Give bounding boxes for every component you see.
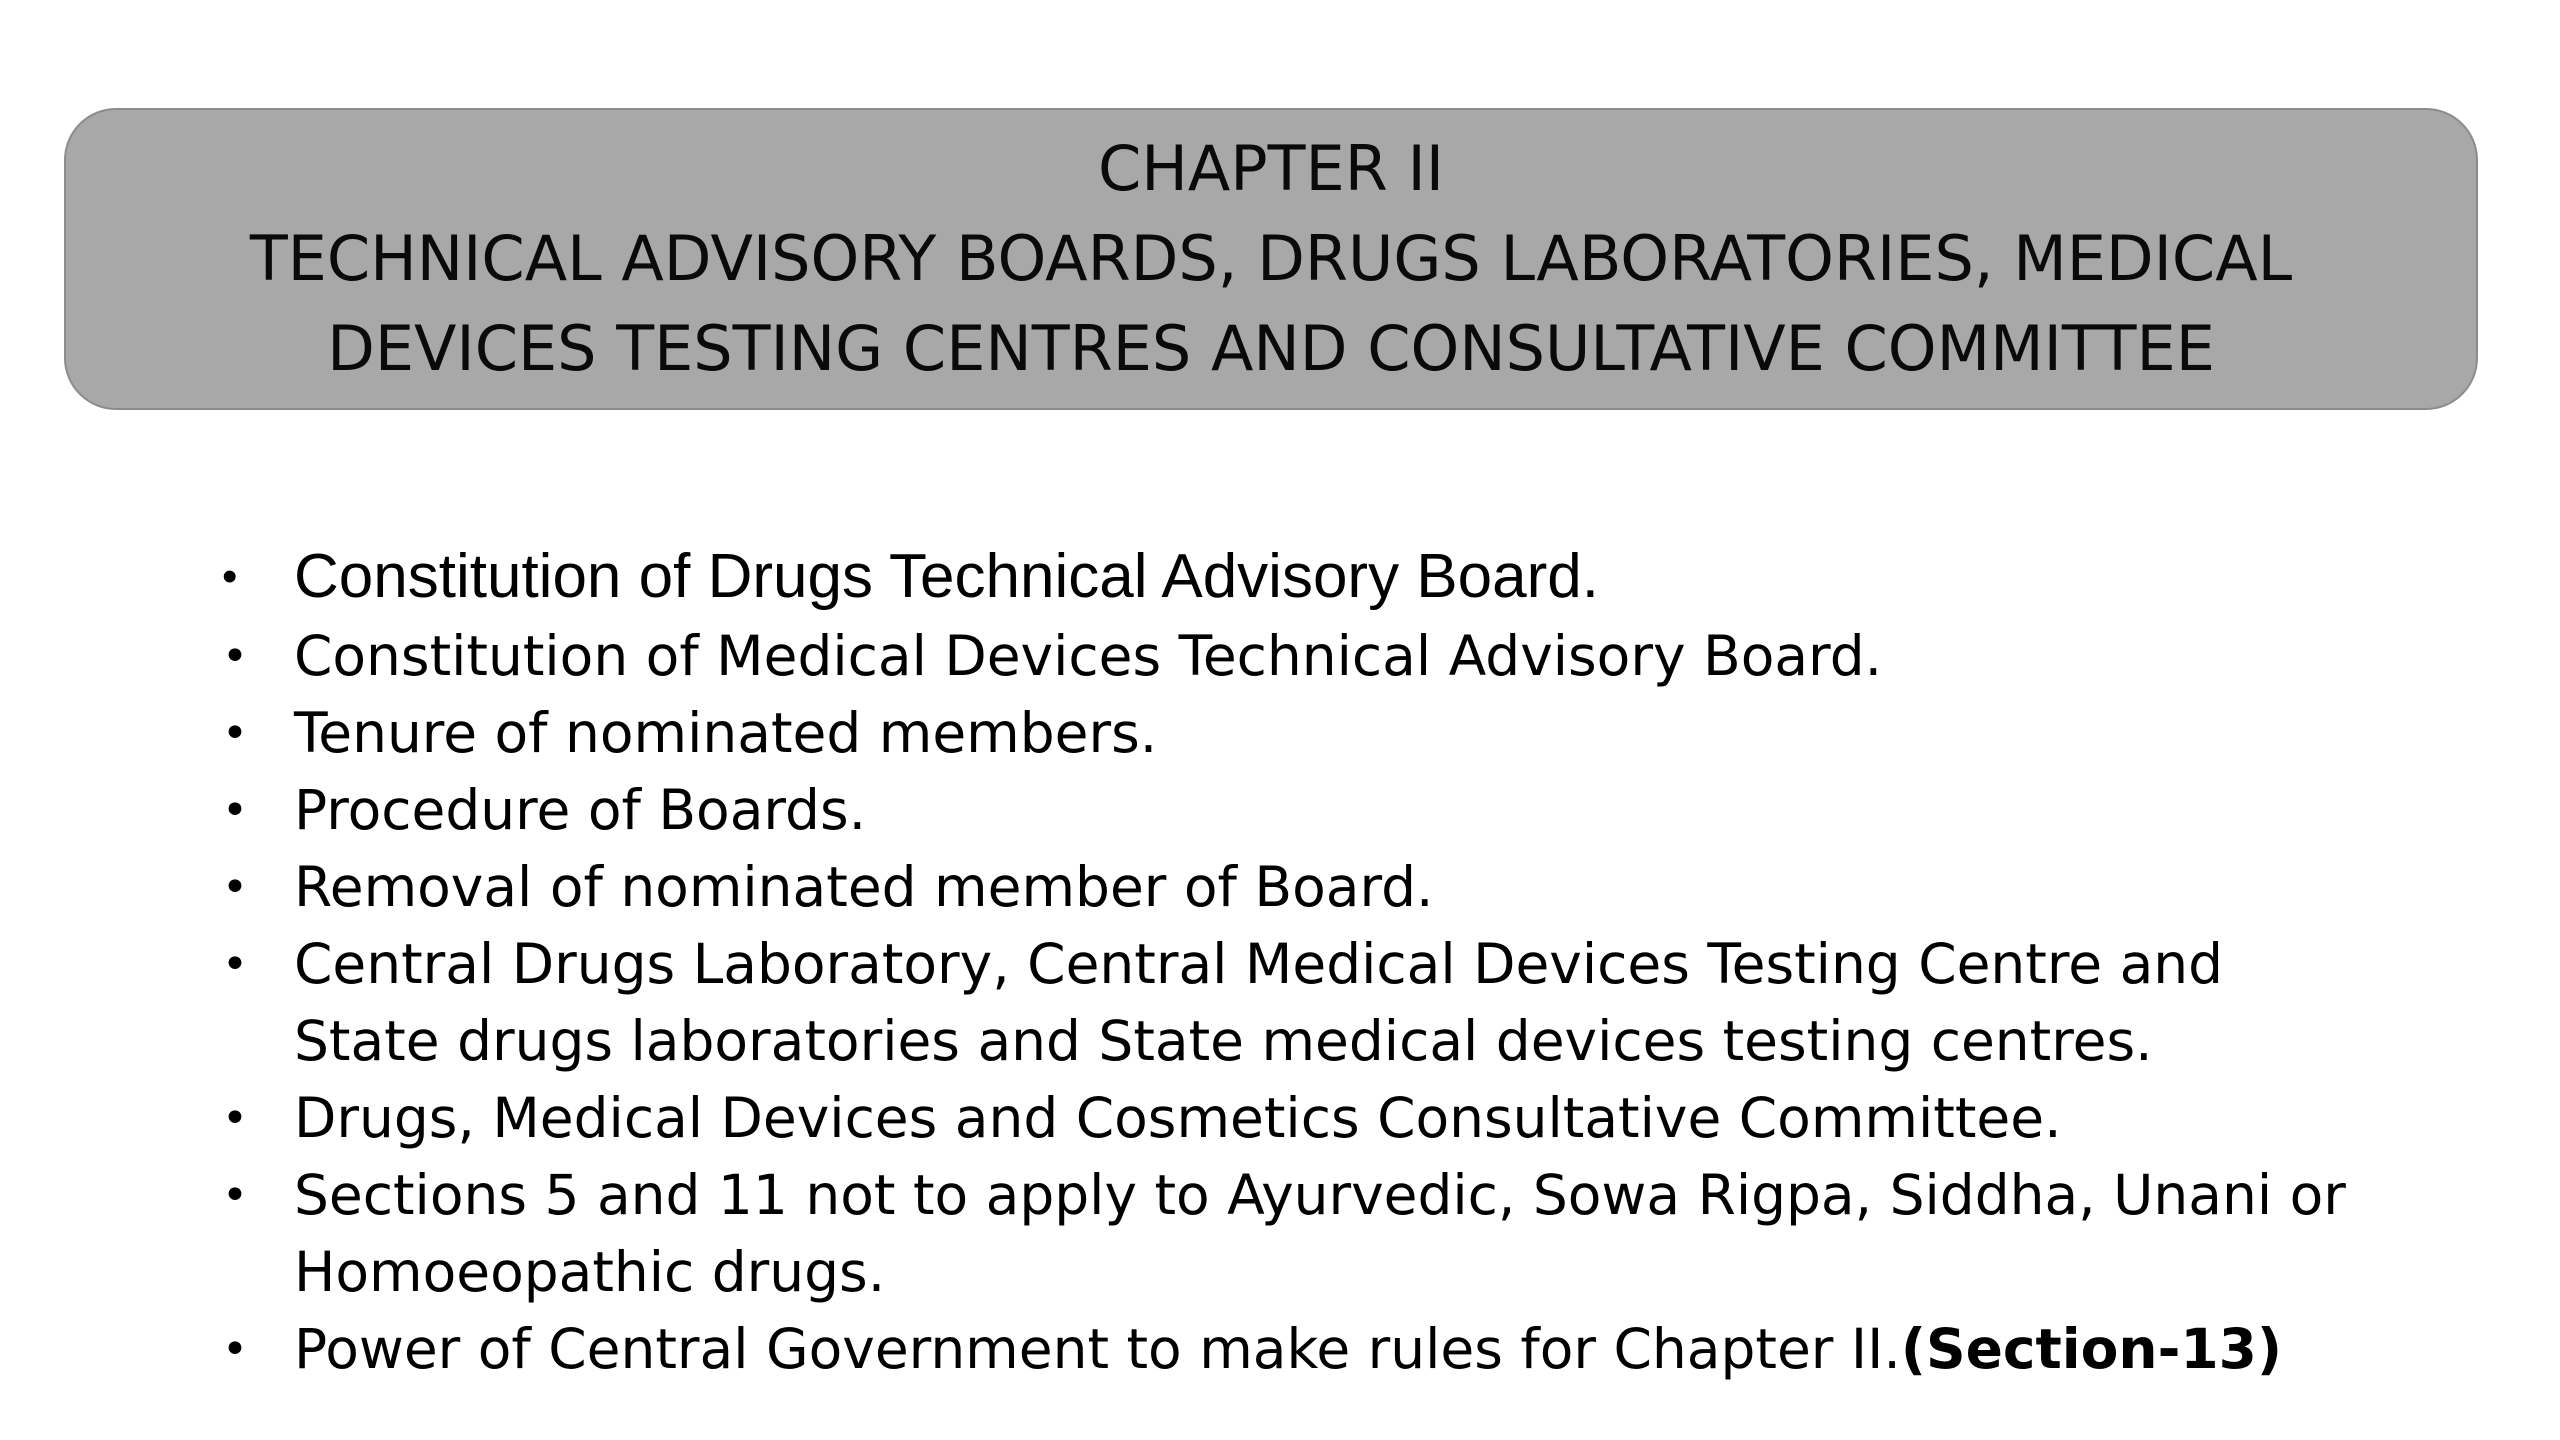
list-item-text: Constitution of Drugs Technical Advisory Board. [294, 542, 1599, 611]
chapter-title-line-2: DEVICES TESTING CENTRES AND CONSULTATIVE COMMITTEE [327, 312, 2215, 385]
bullet-icon: • [222, 708, 248, 759]
bullet-icon: • [222, 552, 238, 601]
list-item-text: Constitution of Medical Devices Technical Advisory Board. [294, 624, 1883, 688]
list-item [210, 1080, 2370, 1157]
list-item-text: Power of Central Government to make rules for Chapter II. [294, 1317, 1901, 1381]
bullet-list [210, 536, 2370, 1388]
list-item-text: Removal of nominated member of Board. [294, 855, 1434, 919]
bullet-icon: • [222, 939, 248, 990]
bullet-icon: • [222, 1093, 248, 1144]
list-item [210, 1157, 2370, 1311]
bullet-icon: • [222, 1170, 248, 1221]
bullet-icon: • [222, 785, 248, 836]
bullet-icon: • [222, 631, 248, 682]
bullet-icon: • [222, 1324, 248, 1375]
list-item-text: Procedure of Boards. [294, 778, 867, 842]
list-item-text: Sections 5 and 11 not to apply to Ayurvedic, Sowa Rigpa, Siddha, Unani or Homoeopathic drugs. [294, 1163, 2346, 1304]
list-item-text: Central Drugs Laboratory, Central Medical Devices Testing Centre and State drugs laboratories and State medical devices testing centres. [294, 932, 2224, 1073]
list-item-text: Drugs, Medical Devices and Cosmetics Consultative Committee. [294, 1086, 2062, 1150]
list-item [210, 772, 2370, 849]
bullet-icon: • [222, 862, 248, 913]
list-item [210, 536, 2370, 618]
chapter-title-line-1: TECHNICAL ADVISORY BOARDS, DRUGS LABORATORIES, MEDICAL [249, 222, 2293, 295]
chapter-number: CHAPTER II [1097, 132, 1445, 205]
list-item [210, 1311, 2370, 1388]
list-item [210, 926, 2370, 1080]
chapter-title-box [64, 108, 2478, 410]
list-item [210, 618, 2370, 695]
section-reference: (Section-13) [1900, 1317, 2283, 1381]
list-item [210, 849, 2370, 926]
list-item-text: Tenure of nominated members. [294, 701, 1158, 765]
list-item [210, 695, 2370, 772]
